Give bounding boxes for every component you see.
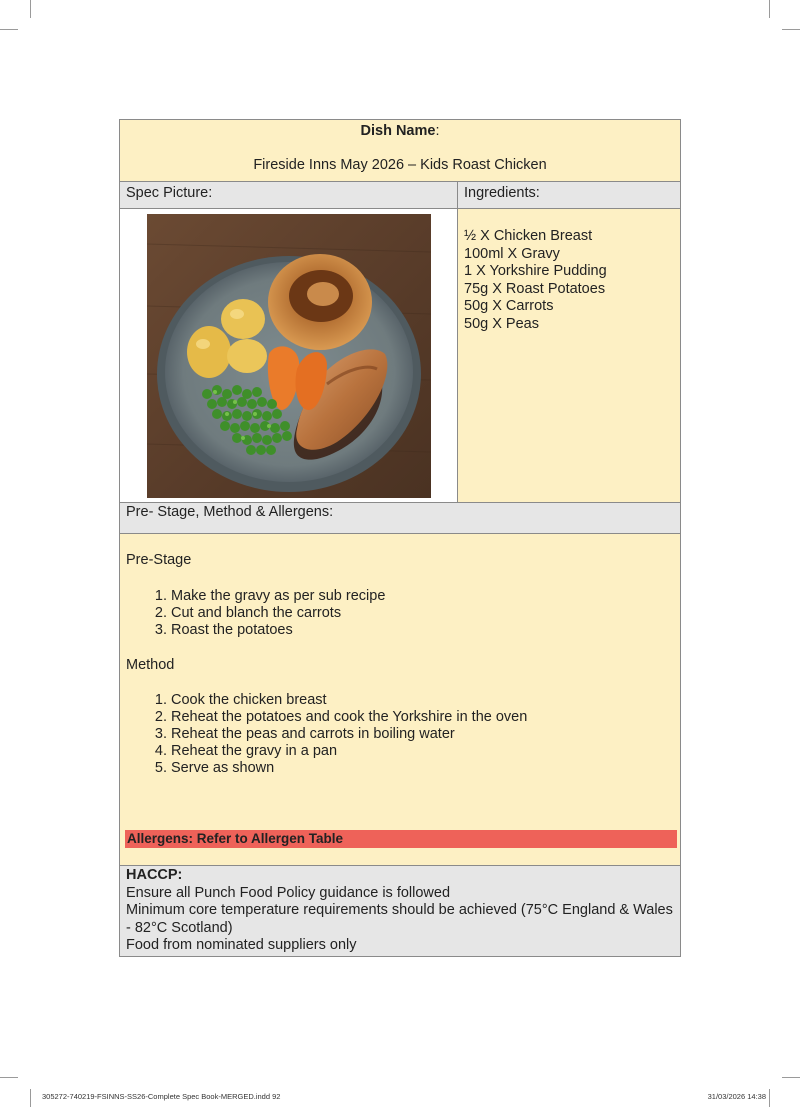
picture-ingredients-header-row [120,182,680,209]
list-item: 3. Roast the potatoes [171,622,385,639]
ingredients-cell [458,209,680,502]
list-item: 50g X Carrots [464,298,554,315]
list-item: 75g X Roast Potatoes [464,280,606,297]
haccp-title: HACCP: [126,867,183,883]
list-item: ½ X Chicken Breast [464,228,593,244]
ingredients-list [458,209,680,334]
list-item: 1. Make the gravy as per sub recipe [171,588,385,605]
haccp-line: Ensure all Punch Food Policy guidance is followed [126,884,451,901]
crop-mark [0,29,18,30]
list-item: 4. Reheat the gravy in a pan [171,743,527,760]
haccp-line: Food from nominated suppliers only [126,937,357,954]
crop-mark [769,0,770,18]
dish-name-label: Dish Name: [360,123,440,139]
haccp-cell [120,866,680,956]
list-item: 2. Cut and blanch the carrots [171,605,385,622]
dish-name-value: Fireside Inns May 2026 – Kids Roast Chicken [253,157,547,173]
list-item: 100ml X Gravy [464,245,560,262]
spec-picture-label: Spec Picture: [120,182,458,208]
method-cell [120,534,680,866]
prestage-title: Pre-Stage [126,552,192,568]
ingredients-label: Ingredients: [464,185,540,201]
crop-mark [0,1077,18,1078]
method-header: Pre- Stage, Method & Allergens: [120,503,680,534]
list-item: 50g X Peas [464,315,539,332]
dish-name-row [120,120,680,182]
crop-mark [30,0,31,18]
footer-timestamp: 31/03/2026 14:38 [707,1092,766,1101]
haccp-line: Minimum core temperature requirements should be achieved (75°C England & Wales - 82°C Scotland) [126,902,673,936]
spec-picture-cell [120,209,458,502]
list-item: 5. Serve as shown [171,760,527,777]
spec-sheet [119,119,681,957]
list-item: 1. Cook the chicken breast [171,692,527,709]
prestage-steps [152,588,385,639]
list-item: 2. Reheat the potatoes and cook the Yorkshire in the oven [171,709,527,726]
picture-ingredients-row [120,209,680,503]
crop-mark [782,1077,800,1078]
method-title: Method [126,657,175,673]
roast-chicken-photo-icon [147,214,431,498]
method-steps [152,692,527,777]
list-item: 3. Reheat the peas and carrots in boiling water [171,726,527,743]
allergens-banner: Allergens: Refer to Allergen Table [125,830,677,848]
crop-mark [769,1089,770,1107]
crop-mark [782,29,800,30]
list-item: 1 X Yorkshire Pudding [464,263,607,280]
footer-filename: 305272-740219-FSINNS-SS26-Complete Spec Book-MERGED.indd 92 [42,1092,281,1101]
crop-mark [30,1089,31,1107]
